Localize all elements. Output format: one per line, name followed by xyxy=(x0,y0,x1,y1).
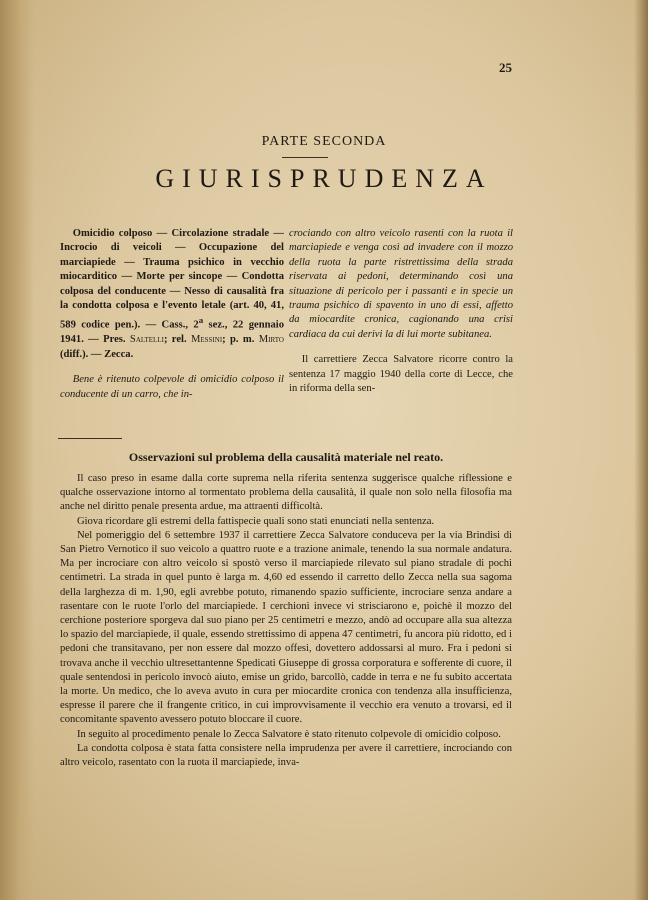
title-divider xyxy=(282,157,328,158)
holding-text-start: Bene è ritenuto colpevole di omicidio colposo il conducente di un carro, che in- xyxy=(60,374,284,400)
left-column xyxy=(60,227,284,402)
footnote-divider xyxy=(58,438,122,439)
right-column xyxy=(289,227,513,396)
paragraph: Nel pomeriggio del 6 settembre 1937 il carrettiere Zecca Salvatore conduceva per la via Brindisi di San Pietro Vernotico il suo veicolo a quattro ruote e a trazione animale, tenendo la sua normale andatura. Ma per incrociare con altro veicolo si spostò verso il marciapiede rilevato sul piano stradale di pochi centimetri. La strada in quel punto è larga m. 4,60 ed essendo il carretto dello Zecca nella sua sagoma della larghezza di m. 1,90, egli avrebbe potuto, rimanendo spazio sufficiente, incrociare senza andare a rasentare con le ruote l'orlo del marciapiede. I cerchioni invece vi strisciarono e, poichè il mozzo del cerchione posteriore sporgeva dal suo piano per 25 centimetri e mezzo, andò ad occupare alla sua altezza lo spazio del marciapiede, il quale, essendo strettissimo di appena 47 centimetri, fu ancora più ridotto, ed i pedoni che transitavano, per non essere dal mozzo offesi, dovettero addossarsi al muro. Fra i pedoni si trovava anche il vecchio ultresettantenne Spedicati Giuseppe di grossa corporatura e sofferente di cuore, il quale sentendosi in pericolo invocò aiuto, emise un grido, barcollò, cadde in terra e ne fu subito accertata la morte. Un medico, che lo aveva avuto in cura per miocardite cronica con tendenza alla insufficienza, espresse il parere che il frangente critico, in cui improvvisamente il vecchio era venuto a trovarsi, ed il concomitante spavento avessero potuto bloccare il cuore. xyxy=(60,529,512,726)
holding-text-continued: crociando con altro veicolo rasenti con la ruota il marciapiede e venga così ad invadere con il mozzo della ruota la parte ristrettissima della strada riservata ai pedoni, determinando così una situazione di pericolo per i passanti e in specie un trauma psichico di spavento in uno di essi, affetto da miocardite cronica, cagionando una crisi cardiaca da cui derivi la di lui morte subitanea. xyxy=(289,228,513,340)
paragraph: La condotta colposa è stata fatta consistere nella imprudenza per avere il carrettiere, incrociando con altro veicolo, rasentato con la ruota il marciapiede, inva- xyxy=(60,742,512,769)
paragraph: Giova ricordare gli estremi della fattispecie quali sono stati enunciati nella sentenza. xyxy=(76,515,435,527)
paragraph: In seguito al procedimento penale lo Zecca Salvatore è stato ritenuto colpevole di omicidio colposo. xyxy=(76,728,501,740)
main-title: GIURISPRUDENZA xyxy=(155,164,493,193)
paragraph: Il caso preso in esame dalla corte suprema nella riferita sentenza suggerisce qualche riflessione e qualche osservazione intorno al tormentato problema della causalità, il quale non solo nella filosofia ma anche nel diritto penale presenta ardue, ma attraenti difficoltà. xyxy=(60,473,512,513)
appeal-paragraph: Il carrettiere Zecca Salvatore ricorre contro la sentenza 17 maggio 1940 della corte di Lecce, che in riforma della sen- xyxy=(289,354,513,395)
section-heading: Osservazioni sul problema della causalità materiale nel reato. xyxy=(128,450,444,464)
commentary-body xyxy=(60,472,512,770)
part-title: PARTE SECONDA xyxy=(261,134,387,149)
case-summary: Omicidio colposo — Circolazione stradale — Incrocio di veicoli — Occupazione del marciapiede — Trauma psichico in vecchio miocarditico — Morte per sincope — Condotta colposa del conducente — Nesso di causalità fra la condotta colposa e l'evento letale (art. 40, 41, 589 codice pen.). — Cass., 2$^a$ sez., 22 gennaio 1941. — Pres. Saltelli; rel. Messini; p. m. Mirto (diff.). — Zecca. xyxy=(60,228,285,360)
page-number: 25 xyxy=(499,60,512,75)
